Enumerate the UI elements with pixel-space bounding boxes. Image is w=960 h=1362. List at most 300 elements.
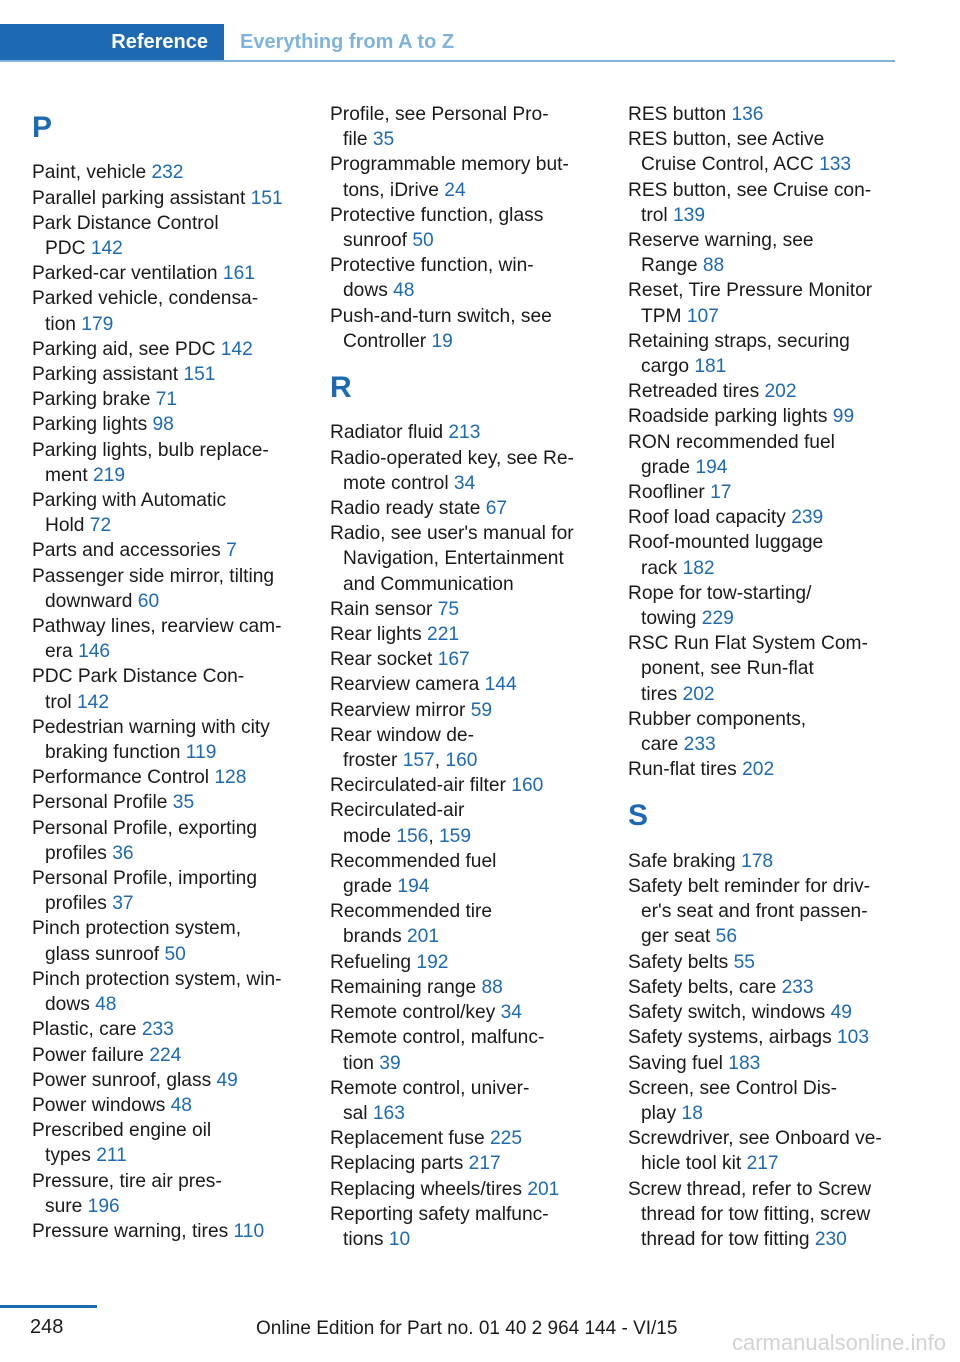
index-entry <box>330 723 602 773</box>
index-entry <box>32 1219 304 1244</box>
index-entry <box>32 866 304 916</box>
index-term-text: sal <box>343 1102 373 1124</box>
index-term-text: Saving fuel <box>628 1052 729 1074</box>
index-term-text: Pinch protection system, win‐ <box>32 968 282 990</box>
page-reference-link[interactable]: 142 <box>90 238 123 259</box>
index-entry <box>628 631 900 707</box>
index-term-text: downward <box>45 590 138 612</box>
page-reference-link[interactable]: 35 <box>372 129 395 151</box>
page-reference-link[interactable]: 160 <box>445 750 478 772</box>
header-rule <box>0 60 895 62</box>
index-term-text: Pathway lines, rearview cam‐ <box>32 616 282 638</box>
index-term-text: dows <box>45 994 96 1016</box>
page-reference-link[interactable]: 192 <box>416 951 449 973</box>
index-term-text: Safety belts, care <box>628 976 782 998</box>
index-term-text: Parts and accessories <box>32 540 227 562</box>
page-reference-link[interactable]: 217 <box>468 1153 501 1175</box>
index-entry <box>330 597 602 622</box>
index-entry <box>628 950 900 975</box>
page-reference-link[interactable]: 159 <box>439 825 472 847</box>
index-term-text: PDC Park Distance Con‐ <box>32 666 245 688</box>
index-entry <box>628 707 900 757</box>
index-term-text: Safety belt reminder for driv‐ <box>628 876 871 898</box>
index-entry <box>32 1118 304 1168</box>
page-reference-link[interactable]: 136 <box>731 104 764 125</box>
index-term-text: Parking lights <box>32 414 153 436</box>
index-term-text: Rear window de‐ <box>330 724 474 746</box>
page-reference-link[interactable]: 225 <box>489 1128 522 1150</box>
index-entry <box>330 1076 602 1126</box>
index-term-text: Parking brake <box>32 389 156 411</box>
index-term-text: TPM <box>641 305 687 327</box>
index-entry <box>32 765 304 790</box>
index-term-text: Pedestrian warning with city <box>32 716 270 738</box>
index-term-text: Safe braking <box>628 850 742 872</box>
page-reference-link[interactable]: 160 <box>511 775 544 797</box>
index-entry <box>330 496 602 521</box>
index-entry <box>628 874 900 950</box>
index-term-text: Prescribed engine oil <box>32 1120 212 1142</box>
index-term-text: Programmable memory but‐ <box>330 154 569 176</box>
page-reference-link[interactable]: 110 <box>233 1220 265 1242</box>
index-term-text: Replacing parts <box>330 1153 469 1175</box>
index-term-text: er's seat and front passen‐ <box>641 901 868 923</box>
page-reference-link[interactable]: 107 <box>686 305 719 327</box>
index-term-text: Rearview mirror <box>330 699 471 721</box>
index-term-text: Rear lights <box>330 624 428 646</box>
index-term-text: hicle tool kit <box>641 1153 747 1175</box>
page-reference-link[interactable]: 50 <box>412 230 434 252</box>
index-entry <box>32 362 304 387</box>
index-term-text: Parking assistant <box>32 364 184 386</box>
index-term-text: Screen, see Control Dis‐ <box>628 1077 838 1099</box>
index-term-text: Rear socket <box>330 649 438 671</box>
page-reference-link[interactable]: 39 <box>379 1052 401 1074</box>
page-reference-link[interactable]: 133 <box>819 154 852 176</box>
index-term-text: Safety switch, windows <box>628 1002 831 1024</box>
index-entry <box>628 1126 900 1176</box>
page-reference-link[interactable]: 146 <box>78 641 111 663</box>
index-entry <box>32 160 304 185</box>
index-term-text: Rain sensor <box>330 598 438 620</box>
index-term-text: Recirculated-air <box>330 800 465 822</box>
index-term-text: Protective function, win‐ <box>330 255 534 277</box>
page-reference-link[interactable]: 229 <box>701 608 734 630</box>
page-reference-link[interactable]: 142 <box>77 691 110 713</box>
index-term-text: Pressure, tire air pres‐ <box>32 1170 222 1192</box>
page-reference-link[interactable]: 17 <box>710 482 732 504</box>
page-reference-link[interactable]: 233 <box>683 734 716 756</box>
index-entry <box>628 430 900 480</box>
index-term-text: Parking with Automatic <box>32 490 227 512</box>
index-entry <box>32 1017 304 1042</box>
index-term-text: Retreaded tires <box>628 381 765 403</box>
index-entry <box>32 488 304 538</box>
index-term-text: PDC <box>45 238 91 259</box>
page-reference-link[interactable]: 194 <box>695 456 728 478</box>
index-term-text: grade <box>343 876 398 898</box>
index-entry <box>32 1093 304 1118</box>
page-reference-link[interactable]: 144 <box>484 674 517 696</box>
page-reference-link[interactable]: 10 <box>388 1228 411 1250</box>
index-term-text: Personal Profile <box>32 792 173 814</box>
index-entry <box>628 849 900 874</box>
page-reference-link[interactable]: 182 <box>682 557 715 579</box>
index-entry <box>32 790 304 815</box>
index-term-text: Hold <box>45 515 90 537</box>
index-entry <box>330 672 602 697</box>
index-entry <box>330 152 602 202</box>
index-term-text: RSC Run Flat System Com‐ <box>628 633 868 655</box>
index-entry <box>628 127 900 177</box>
index-column-3 <box>628 102 900 1252</box>
index-entry <box>330 622 602 647</box>
page-reference-link[interactable]: 19 <box>431 330 453 352</box>
index-entry <box>32 186 304 211</box>
page-reference-link[interactable]: 18 <box>681 1102 703 1124</box>
page-reference-link[interactable]: 139 <box>673 204 706 226</box>
page-reference-link[interactable]: 179 <box>81 313 114 335</box>
index-entry <box>32 387 304 412</box>
index-term-text: Range <box>641 255 703 277</box>
page-reference-link[interactable]: 151 <box>250 187 283 209</box>
index-term-text: Rope for tow-starting/ <box>628 582 812 604</box>
page-reference-link[interactable]: 72 <box>89 515 112 537</box>
index-term-text: Reset, Tire Pressure Monitor <box>628 280 873 302</box>
index-term-text: RON recommended fuel <box>628 431 835 453</box>
index-entry <box>330 899 602 949</box>
page-reference-link[interactable]: 219 <box>93 464 126 486</box>
index-term-text: Passenger side mirror, tilting <box>32 565 275 587</box>
index-term-text: Remote control, univer‐ <box>330 1077 530 1099</box>
index-term-text: Recirculated-air filter <box>330 775 512 797</box>
index-term-text: , <box>428 825 440 847</box>
index-entry <box>330 304 602 354</box>
index-entry <box>330 253 602 303</box>
index-term-text: Personal Profile, exporting <box>32 817 258 839</box>
page-reference-link[interactable]: 201 <box>407 926 440 948</box>
page-reference-link[interactable]: 156 <box>396 825 429 847</box>
page-reference-link[interactable]: 202 <box>682 683 715 705</box>
index-entry <box>628 581 900 631</box>
page-reference-link[interactable]: 50 <box>164 943 186 965</box>
page-reference-link[interactable]: 59 <box>470 699 493 721</box>
page-reference-link[interactable]: 230 <box>814 1228 847 1250</box>
index-term-text: RES button <box>628 104 732 125</box>
index-term-text: Rubber components, <box>628 708 807 730</box>
page-reference-link[interactable]: 128 <box>214 767 247 789</box>
index-entry <box>32 614 304 664</box>
index-term-text: Performance Control <box>32 767 215 789</box>
index-term-text: grade <box>641 456 696 478</box>
index-term-text: ment <box>45 464 93 486</box>
index-letter-heading: R <box>330 370 352 404</box>
letter-gap <box>330 412 602 420</box>
index-term-text: Parking aid, see PDC <box>32 338 221 360</box>
index-term-text: Recommended tire <box>330 901 493 923</box>
index-entry <box>628 1000 900 1025</box>
page-reference-link[interactable]: 233 <box>781 976 814 998</box>
index-term-text: Parallel parking assistant <box>32 187 251 209</box>
letter-gap <box>32 152 304 160</box>
page-reference-link[interactable]: 49 <box>830 1002 852 1024</box>
page-reference-link[interactable]: 151 <box>183 364 216 386</box>
page-reference-link[interactable]: 217 <box>746 1153 779 1175</box>
page-reference-link[interactable]: 202 <box>742 759 775 781</box>
page-reference-link[interactable]: 75 <box>437 598 460 620</box>
letter-gap <box>628 782 900 790</box>
page-reference-link[interactable]: 221 <box>427 624 460 646</box>
page-reference-link[interactable]: 163 <box>372 1102 405 1124</box>
page-reference-link[interactable]: 167 <box>437 649 470 671</box>
index-term-text: and Communication <box>343 573 514 595</box>
page-reference-link[interactable]: 34 <box>453 472 476 494</box>
index-entry <box>32 286 304 336</box>
index-entry <box>32 816 304 866</box>
index-entry <box>628 505 900 530</box>
index-term-text: tion <box>45 313 82 335</box>
index-term-text: Radio-operated key, see Re‐ <box>330 447 574 469</box>
index-term-text: Recommended fuel <box>330 850 497 872</box>
index-entry <box>330 1151 602 1176</box>
index-term-text: Refueling <box>330 951 417 973</box>
page-reference-link[interactable]: 88 <box>702 255 725 277</box>
page-reference-link[interactable]: 103 <box>837 1027 870 1049</box>
index-term-text: Paint, vehicle <box>32 162 152 184</box>
page-reference-link[interactable]: 48 <box>95 994 117 1016</box>
index-entry <box>628 1076 900 1126</box>
index-term-text: Cruise Control, ACC <box>641 154 820 176</box>
page-reference-link[interactable]: 202 <box>764 381 797 403</box>
page-reference-link[interactable]: 119 <box>185 742 217 764</box>
index-term-text: Screw thread, refer to Screw <box>628 1178 872 1200</box>
index-entry <box>330 446 602 496</box>
index-entry <box>330 975 602 1000</box>
index-term-text: Navigation, Entertainment <box>343 548 564 570</box>
page-number: 248 <box>30 1316 64 1338</box>
index-entry <box>628 228 900 278</box>
index-entry <box>32 715 304 765</box>
index-entry <box>628 379 900 404</box>
index-entry <box>330 1177 602 1202</box>
index-entry <box>628 530 900 580</box>
index-term-text: Radiator fluid <box>330 422 449 444</box>
page-reference-link[interactable]: 60 <box>137 590 160 612</box>
index-term-text: Reserve warning, see <box>628 230 814 252</box>
index-term-text: tions <box>343 1228 389 1250</box>
page-reference-link[interactable]: 56 <box>715 926 738 948</box>
index-term-text: types <box>45 1145 97 1167</box>
index-term-text: Pressure warning, tires <box>32 1220 234 1242</box>
index-term-text: towing <box>641 608 702 630</box>
page-reference-link[interactable]: 178 <box>741 850 774 872</box>
page-reference-link[interactable]: 157 <box>402 750 435 772</box>
index-term-text: RES button, see Cruise con‐ <box>628 179 872 201</box>
index-term-text: Profile, see Personal Pro‐ <box>330 104 549 125</box>
index-term-text: profiles <box>45 842 113 864</box>
page-reference-link[interactable]: 233 <box>141 1019 174 1041</box>
page-reference-link[interactable]: 99 <box>832 406 855 428</box>
index-term-text: braking function <box>45 742 186 764</box>
index-entry <box>628 278 900 328</box>
index-term-text: sure <box>45 1195 88 1217</box>
section-tab-reference: Reference <box>0 24 224 60</box>
index-term-text: trol <box>45 691 77 713</box>
page-reference-link[interactable]: 37 <box>112 893 134 915</box>
page-reference-link[interactable]: 88 <box>481 976 503 998</box>
index-entry <box>330 1202 602 1252</box>
page-reference-link[interactable]: 35 <box>172 792 195 814</box>
index-entry <box>32 1043 304 1068</box>
page-reference-link[interactable]: 224 <box>149 1044 182 1066</box>
index-term-text: Remote control, malfunc‐ <box>330 1027 545 1049</box>
page-reference-link[interactable]: 71 <box>155 389 178 411</box>
watermark-logo: carmanualsonline.info <box>731 1330 946 1355</box>
page-reference-link[interactable]: 239 <box>791 507 824 529</box>
index-term-text: profiles <box>45 893 113 915</box>
index-entry <box>628 1051 900 1076</box>
index-entry <box>330 849 602 899</box>
index-term-text: Controller <box>343 330 432 352</box>
index-term-text: mote control <box>343 472 454 494</box>
index-entry <box>330 798 602 848</box>
page-reference-link[interactable]: 98 <box>152 414 174 436</box>
index-term-text: Parked-car ventilation <box>32 263 223 285</box>
index-term-text: brands <box>343 926 407 948</box>
page-reference-link[interactable]: 181 <box>694 356 727 378</box>
index-term-text: glass sunroof <box>45 943 165 965</box>
index-term-text: sunroof <box>343 230 413 252</box>
page-reference-link[interactable]: 201 <box>527 1178 560 1200</box>
footer-rule <box>0 1305 97 1308</box>
index-entry <box>628 757 900 782</box>
page-reference-link[interactable]: 194 <box>397 876 430 898</box>
index-term-text: cargo <box>641 356 695 378</box>
page-reference-link[interactable]: 48 <box>393 280 415 302</box>
index-term-text: froster <box>343 750 403 772</box>
index-term-text: care <box>641 734 684 756</box>
index-entry <box>32 337 304 362</box>
index-column-1 <box>32 102 304 1244</box>
index-entry <box>330 521 602 597</box>
page-reference-link[interactable]: 24 <box>444 179 466 201</box>
index-term-text: Roof-mounted luggage <box>628 532 824 554</box>
index-term-text: Run-flat tires <box>628 759 743 781</box>
page-reference-link[interactable]: 34 <box>500 1002 522 1024</box>
index-entry <box>330 1025 602 1075</box>
index-term-text: mode <box>343 825 397 847</box>
edition-note: Online Edition for Part no. 01 40 2 964 144 - VI/15 <box>256 1318 678 1339</box>
index-term-text: trol <box>641 204 673 226</box>
index-term-text: Roof load capacity <box>628 507 792 529</box>
index-term-text: Personal Profile, importing <box>32 868 258 890</box>
index-entry <box>32 211 304 261</box>
index-entry <box>32 1169 304 1219</box>
index-entry <box>628 102 900 127</box>
index-entry <box>330 950 602 975</box>
index-entry <box>330 1126 602 1151</box>
index-entry <box>330 773 602 798</box>
page-reference-link[interactable]: 142 <box>220 338 253 360</box>
index-term-text: Protective function, glass <box>330 204 544 226</box>
page-reference-link[interactable]: 36 <box>112 842 134 864</box>
index-entry <box>32 261 304 286</box>
index-term-text: ger seat <box>641 926 716 948</box>
index-term-text: tion <box>343 1052 380 1074</box>
page-reference-link[interactable]: 211 <box>96 1145 127 1167</box>
index-term-text: thread for tow fitting <box>641 1228 815 1250</box>
index-term-text: file <box>343 129 373 151</box>
index-term-text: Reporting safety malfunc‐ <box>330 1203 549 1225</box>
index-term-text: tires <box>641 683 683 705</box>
index-entry <box>628 1177 900 1253</box>
page-reference-link[interactable]: 161 <box>222 263 255 285</box>
index-term-text: RES button, see Active <box>628 129 825 151</box>
index-entry <box>32 438 304 488</box>
index-entry <box>628 178 900 228</box>
index-term-text: Power failure <box>32 1044 150 1066</box>
index-term-text: Parking lights, bulb replace‐ <box>32 439 269 461</box>
index-term-text: Pinch protection system, <box>32 918 242 940</box>
index-entry <box>330 647 602 672</box>
page-reference-link[interactable]: 48 <box>170 1094 192 1116</box>
index-term-text: Roofliner <box>628 482 711 504</box>
index-term-text: Retaining straps, securing <box>628 330 850 352</box>
index-entry <box>330 698 602 723</box>
index-term-text: tons, iDrive <box>343 179 445 201</box>
index-entry <box>628 975 900 1000</box>
index-term-text: play <box>641 1102 682 1124</box>
index-entry <box>330 1000 602 1025</box>
index-entry <box>330 420 602 445</box>
page-reference-link[interactable]: 183 <box>728 1052 761 1074</box>
page-reference-link[interactable]: 196 <box>87 1195 120 1217</box>
index-term-text: Power sunroof, glass <box>32 1069 217 1091</box>
index-entry <box>32 1068 304 1093</box>
index-letter-heading: P <box>32 110 53 144</box>
index-entry <box>628 404 900 429</box>
page-reference-link[interactable]: 67 <box>485 498 508 520</box>
index-term-text: Screwdriver, see Onboard ve‐ <box>628 1128 882 1150</box>
index-term-text: rack <box>641 557 683 579</box>
letter-gap <box>330 354 602 362</box>
page-reference-link[interactable]: 232 <box>151 162 184 184</box>
index-term-text: Safety belts <box>628 951 734 973</box>
index-entry <box>32 916 304 966</box>
index-term-text: Power windows <box>32 1094 171 1116</box>
index-term-text: Roadside parking lights <box>628 406 833 428</box>
index-term-text: , <box>434 750 446 772</box>
index-term-text: Replacing wheels/tires <box>330 1178 528 1200</box>
index-entry <box>32 967 304 1017</box>
index-term-text: Replacement fuse <box>330 1128 490 1150</box>
index-term-text: Rearview camera <box>330 674 485 696</box>
index-column-2 <box>330 102 602 1252</box>
index-term-text: Remaining range <box>330 976 482 998</box>
index-entry <box>330 102 602 152</box>
index-term-text: dows <box>343 280 394 302</box>
page-reference-link[interactable]: 7 <box>226 540 237 562</box>
index-term-text: Remote control/key <box>330 1002 501 1024</box>
index-term-text: Radio, see user's manual for <box>330 523 574 545</box>
index-term-text: Safety systems, airbags <box>628 1027 838 1049</box>
index-term-text: Push-and-turn switch, see <box>330 305 552 327</box>
page-reference-link[interactable]: 213 <box>448 422 481 444</box>
page-reference-link[interactable]: 55 <box>733 951 755 973</box>
index-entry <box>628 1025 900 1050</box>
index-entry <box>32 412 304 437</box>
page-reference-link[interactable]: 49 <box>216 1069 238 1091</box>
